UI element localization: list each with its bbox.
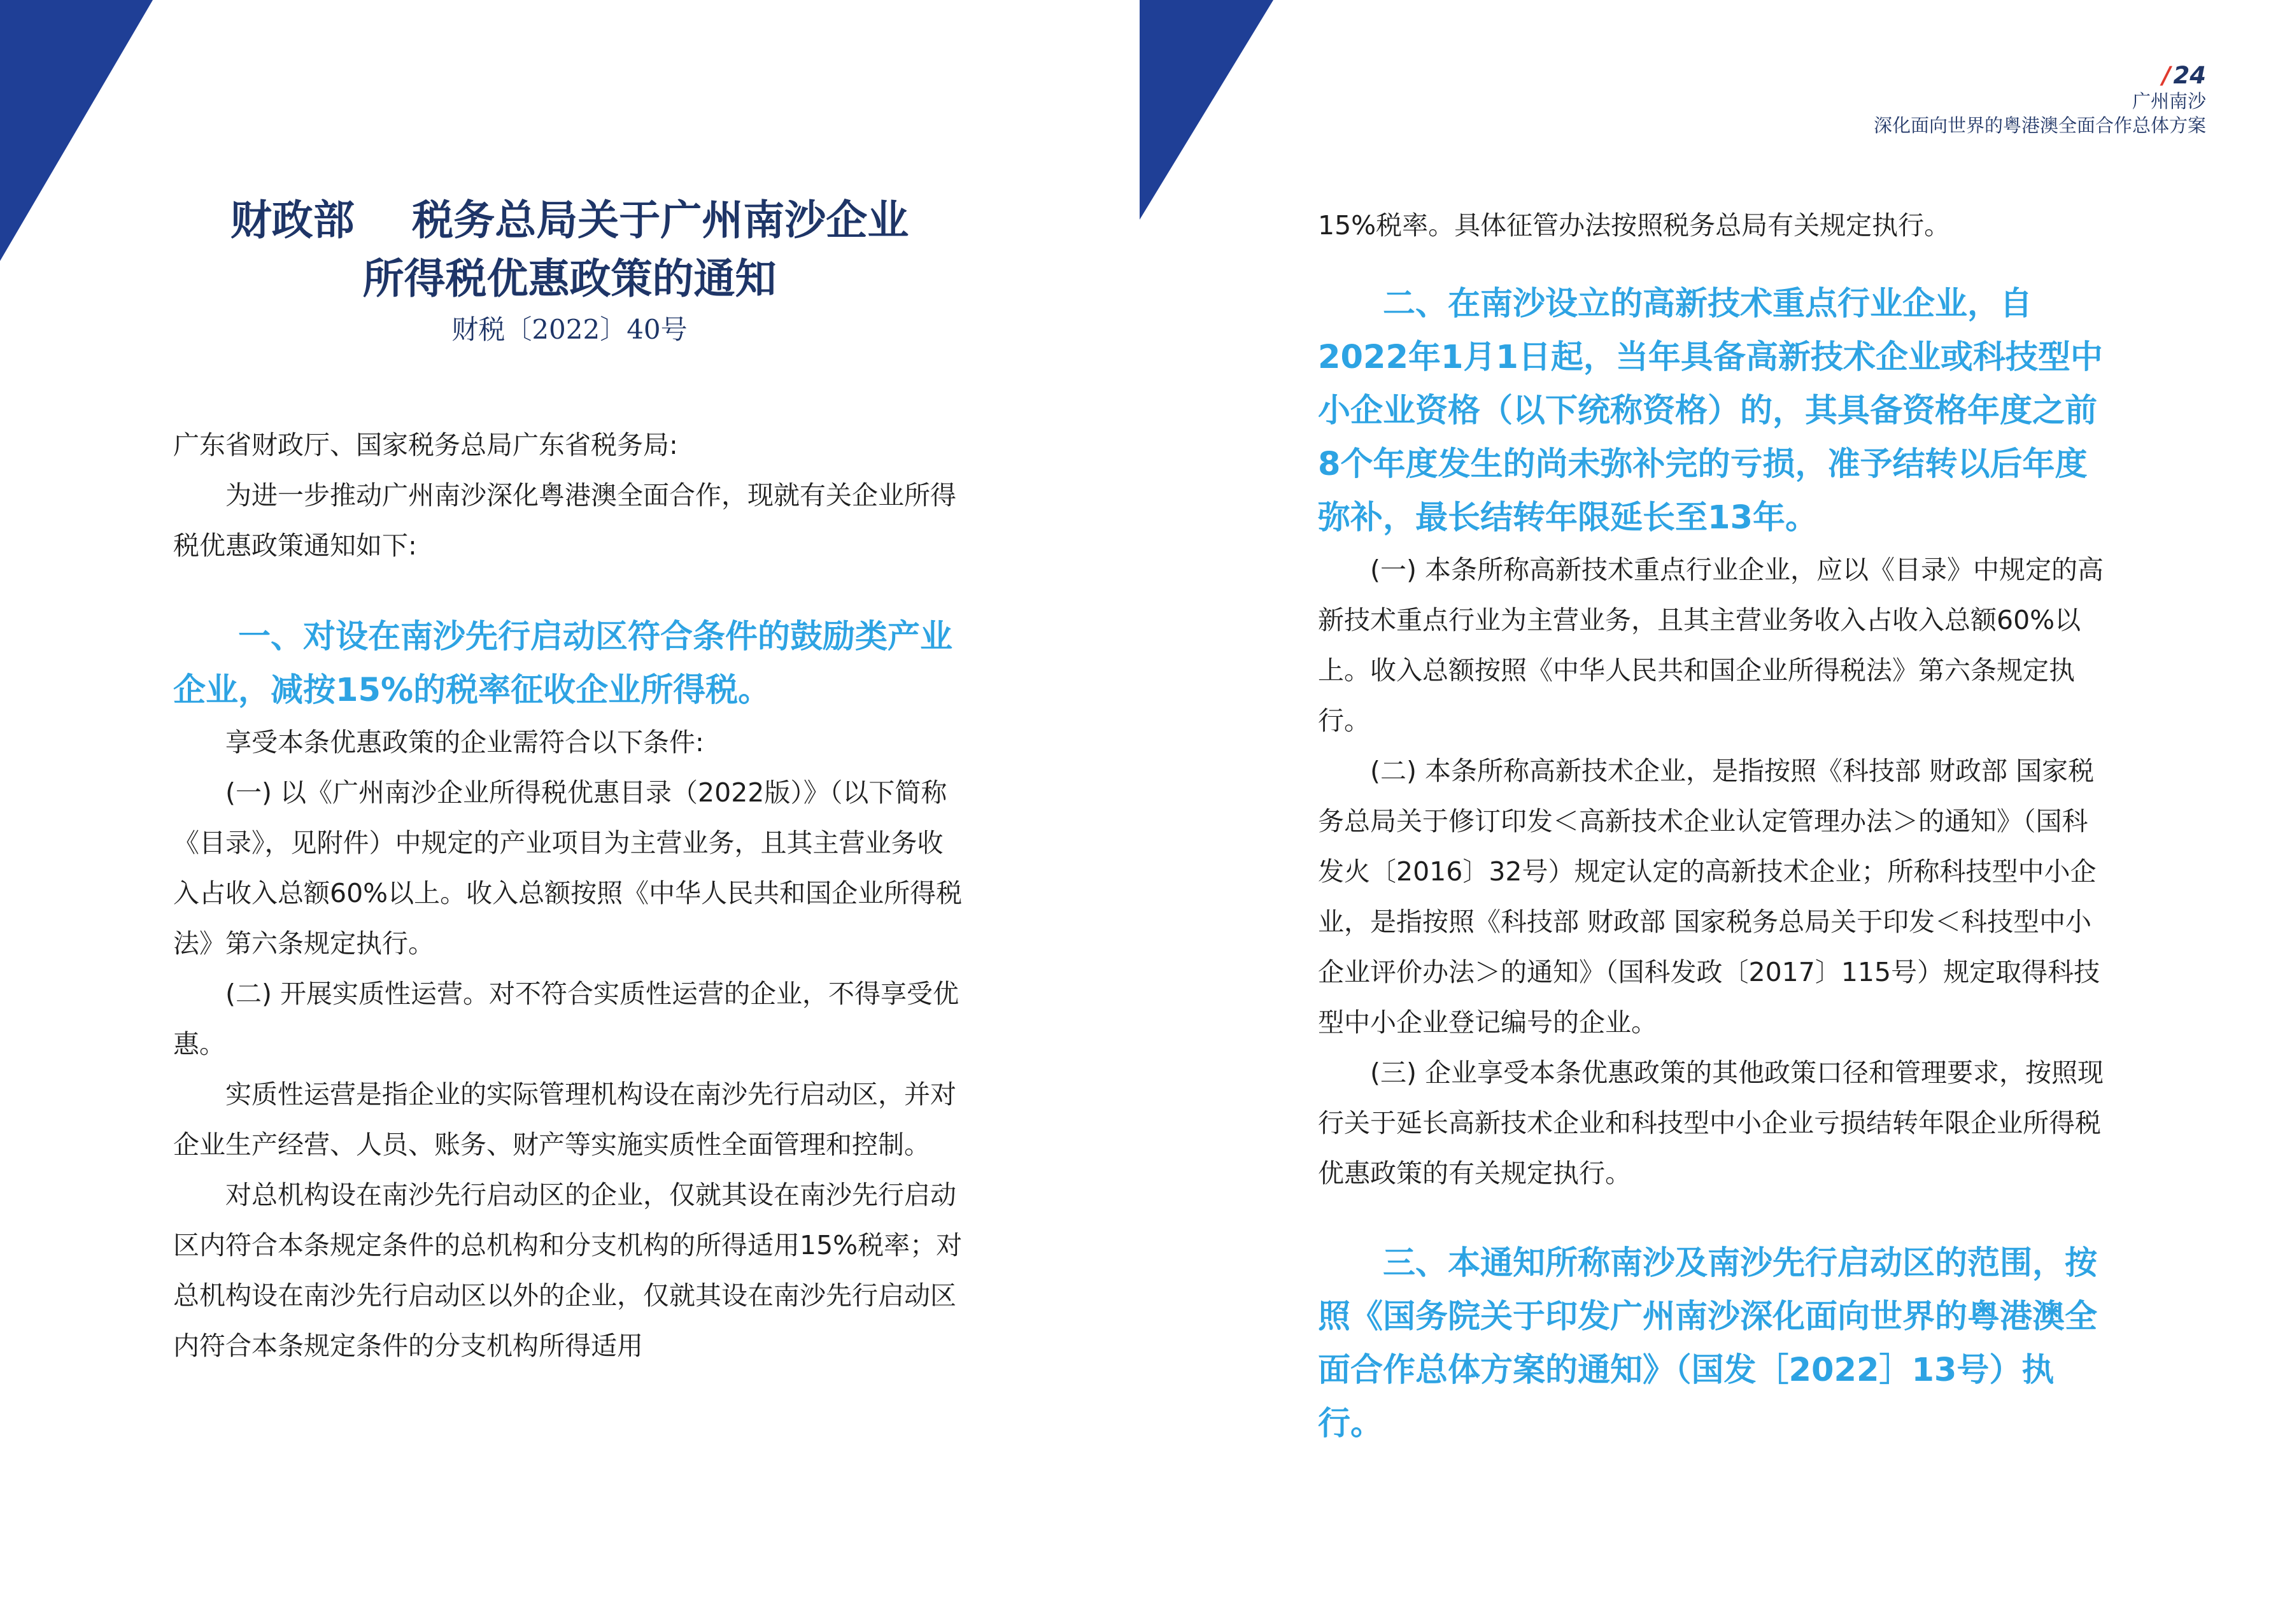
section-1-para-3: (二) 开展实质性运营。对不符合实质性运营的企业，不得享受优惠。 xyxy=(173,978,959,1059)
page-number: / 24 xyxy=(2161,62,2206,89)
section-2-para-2: (二) 本条所称高新技术企业，是指按照《科技部 财政部 国家税务总局关于修订印发＜高新技术企业认定管理办法＞的通知》（国科发火〔2016〕32号）规定认定的高新技术企业；所称科技型中小企业，是指按照《科技部 财政部 国家税务总局关于印发＜科技型中小企业评价办法＞的通知》（国科发政〔2017〕115号）规定取得科技型中小企业登记编号的企业。 xyxy=(1318,756,2100,1038)
document-title-line-1: 财政部 税务总局关于广州南沙企业 xyxy=(230,196,909,244)
section-1-para-5: 对总机构设在南沙先行启动区的企业，仅就其设在南沙先行启动区内符合本条规定条件的总机构和分支机构的所得适用15%税率；对总机构设在南沙先行启动区以外的企业，仅就其设在南沙先行启动区内符合本条规定条件的分支机构所得适用 xyxy=(173,1180,963,1361)
left-corner-triangle xyxy=(0,0,153,261)
section-1-heading: 一、对设在南沙先行启动区符合条件的鼓励类产业企业，减按15%的税率征收企业所得税。 xyxy=(173,618,953,709)
continued-text: 15%税率。具体征管办法按照税务总局有关规定执行。 xyxy=(1318,210,1951,241)
section-2-para-1: (一) 本条所称高新技术重点行业企业，应以《目录》中规定的高新技术重点行业为主营业务，且其主营业务收入占收入总额60%以上。收入总额按照《中华人民共和国企业所得税法》第六条规定执行。 xyxy=(1318,554,2104,736)
page-number-value: 24 xyxy=(2173,62,2206,89)
document-number: 财税〔2022〕40号 xyxy=(451,314,688,345)
section-3-heading: 三、本通知所称南沙及南沙先行启动区的范围，按照《国务院关于印发广州南沙深化面向世界的粤港澳全面合作总体方案的通知》（国发［2022］13号）执行。 xyxy=(1318,1245,2098,1443)
header-line-1: 广州南沙 xyxy=(2132,90,2206,112)
center-corner-triangle xyxy=(1140,0,1273,220)
document-title-line-2: 所得税优惠政策的通知 xyxy=(362,255,777,303)
page-header xyxy=(1874,62,2206,138)
addressee: 广东省财政厅、国家税务总局广东省税务局: xyxy=(173,430,678,460)
intro-paragraph: 为进一步推动广州南沙深化粤港澳全面合作，现就有关企业所得税优惠政策通知如下: xyxy=(173,480,956,561)
section-2-para-3: (三) 企业享受本条优惠政策的其他政策口径和管理要求，按照现行关于延长高新技术企业和科技型中小企业亏损结转年限企业所得税优惠政策的有关规定执行。 xyxy=(1318,1057,2104,1189)
section-1-para-4: 实质性运营是指企业的实际管理机构设在南沙先行启动区，并对企业生产经营、人员、账务、财产等实施实质性全面管理和控制。 xyxy=(173,1079,956,1160)
right-column xyxy=(1318,201,2111,1451)
section-1-para-1: 享受本条优惠政策的企业需符合以下条件: xyxy=(225,727,704,758)
section-1-para-2: (一) 以《广州南沙企业所得税优惠目录（2022版）》（以下简称《目录》，见附件）中规定的产业项目为主营业务，且其主营业务收入占收入总额60%以上。收入总额按照《中华人民共和国企业所得税法》第六条规定执行。 xyxy=(173,777,963,959)
section-2-heading: 二、在南沙设立的高新技术重点行业企业，自2022年1月1日起，当年具备高新技术企业或科技型中小企业资格（以下统称资格）的，其具备资格年度之前8个年度发生的尚未弥补完的亏损，准予结转以后年度弥补，最长结转年限延长至13年。 xyxy=(1318,285,2103,537)
header-line-2: 深化面向世界的粤港澳全面合作总体方案 xyxy=(1873,115,2206,136)
left-column xyxy=(173,191,966,1371)
